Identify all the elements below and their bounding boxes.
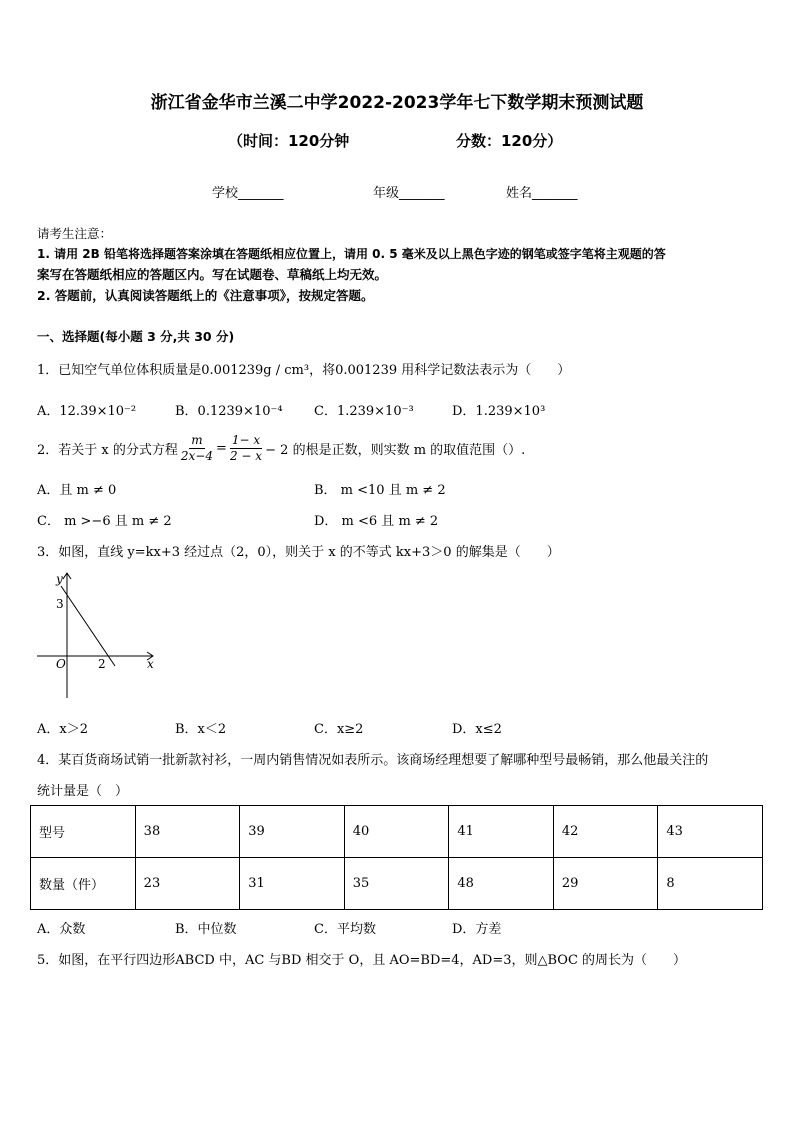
table-cell: 48 [449, 858, 554, 910]
q2-text-pre: 2．若关于 x 的分式方程 [37, 443, 178, 458]
question-1: 1．已知空气单位体积质量是0.001239g / cm³，将0.001239 用科学记数法表示为（ ） [37, 363, 571, 378]
y-label: y [56, 572, 63, 586]
q4-option-c: C．平均数 [314, 922, 376, 937]
q1-option-b: B．0.1239×10⁻⁴ [175, 404, 283, 419]
line-graph [35, 570, 160, 700]
numerator: m [191, 433, 203, 447]
q2-option-d: D． m <6 且 m ≠ 2 [314, 514, 439, 529]
denominator: 2x−4 [180, 449, 213, 463]
question-4-line-2: 统计量是（ ） [37, 784, 129, 799]
denominator: 2 − x [229, 449, 263, 463]
q3-option-a: A．x＞2 [37, 722, 88, 737]
q2-text-post: − 2 的根是正数，则实数 m 的取值范围（）. [265, 443, 526, 458]
origin-label: O [56, 657, 66, 671]
sales-table [30, 805, 763, 910]
table-cell: 42 [553, 806, 658, 858]
table-cell: 35 [344, 858, 449, 910]
x-label: x [147, 657, 154, 671]
q1-option-c: C．1.239×10⁻³ [314, 404, 414, 419]
q3-option-c: C．x≥2 [314, 722, 364, 737]
q3-option-b: B．x＜2 [175, 722, 227, 737]
q2-option-b: B． m <10 且 m ≠ 2 [314, 483, 446, 498]
table-cell: 38 [135, 806, 240, 858]
y-intercept-label: 3 [56, 597, 64, 611]
question-3: 3．如图，直线 y=kx+3 经过点（2，0），则关于 x 的不等式 kx+3＞0 的解集是（ ） [37, 545, 560, 560]
name-field: 姓名_______ [506, 186, 578, 201]
fraction-1 [181, 433, 213, 464]
numerator: 1− x [231, 433, 261, 447]
equals: = [215, 441, 227, 456]
question-4-line-1: 4．某百货商场试销一批新款衬衫，一周内销售情况如表所示。该商场经理想要了解哪种型号最畅销，那么他最关注的 [37, 753, 709, 768]
grade-field: 年级_______ [373, 186, 445, 201]
fraction-2 [230, 433, 262, 464]
table-cell: 43 [658, 806, 763, 858]
notice-item-1a: 1. 请用 2B 铅笔将选择题答案涂填在答题纸相应位置上，请用 0. 5 毫米及以上黑色字迹的钢笔或签字笔将主观题的答 [37, 247, 666, 261]
notice-heading: 请考生注意： [37, 226, 113, 241]
question-5: 5．如图，在平行四边形ABCD 中，AC 与BD 相交于 O，且 AO=BD=4，AD=3，则△BOC 的周长为（ ） [37, 953, 687, 968]
q2-option-c: C． m >−6 且 m ≠ 2 [37, 514, 172, 529]
school-field: 学校_______ [212, 186, 284, 201]
table-row [31, 806, 763, 858]
table-cell: 数量（件） [31, 858, 136, 910]
exam-time: （时间：120分钟 [228, 132, 350, 150]
q1-option-a: A．12.39×10⁻² [37, 404, 137, 419]
q1-option-d: D．1.239×10³ [452, 404, 546, 419]
section-heading: 一、选择题(每小题 3 分,共 30 分) [37, 329, 235, 344]
q4-option-a: A．众数 [37, 922, 86, 937]
table-cell: 型号 [31, 806, 136, 858]
table-cell: 29 [553, 858, 658, 910]
q3-option-d: D．x≤2 [452, 722, 502, 737]
line-y-kx-3 [61, 586, 115, 666]
page-title: 浙江省金华市兰溪二中学2022-2023学年七下数学期末预测试题 [150, 93, 644, 113]
table-cell: 41 [449, 806, 554, 858]
table-row [31, 858, 763, 910]
table-cell: 23 [135, 858, 240, 910]
x-intercept-label: 2 [98, 657, 106, 671]
notice-item-1b: 案写在答题纸相应的答题区内。写在试题卷、草稿纸上均无效。 [37, 267, 388, 282]
notice-item-2: 2. 答题前，认真阅读答题纸上的《注意事项》，按规定答题。 [37, 288, 374, 303]
table-cell: 39 [240, 806, 345, 858]
q4-option-b: B．中位数 [175, 922, 237, 937]
question-2 [37, 433, 525, 464]
q4-option-d: D．方差 [452, 922, 502, 937]
q2-option-a: A．且 m ≠ 0 [37, 483, 117, 498]
exam-score: 分数：120分） [456, 132, 563, 150]
table-cell: 31 [240, 858, 345, 910]
table-cell: 8 [658, 858, 763, 910]
table-cell: 40 [344, 806, 449, 858]
